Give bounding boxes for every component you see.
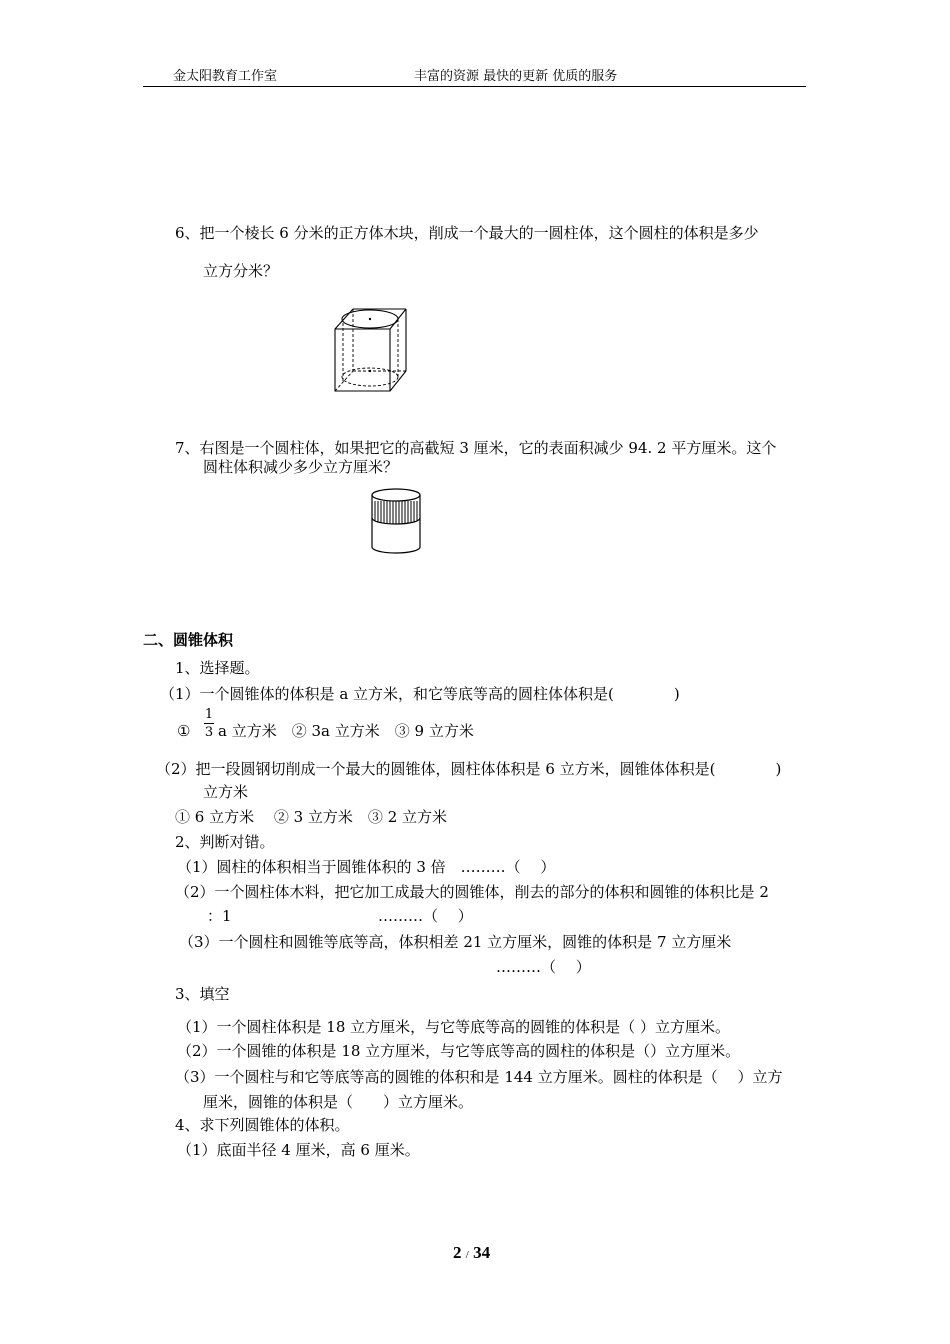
p3-title: 3、填空 — [175, 985, 230, 1003]
p3-f3-line1: （3）一个圆柱与和它等底等高的圆锥的体积和是 144 立方厘米。圆柱的体积是（ ）立方 — [175, 1068, 783, 1086]
section2-title: 二、圆锥体积 — [143, 631, 234, 649]
p2-s2-line2-blank: ………（ ） — [378, 907, 473, 925]
p1-q2-line1: （2）把一段圆钢切削成一个最大的圆锥体，圆柱体体积是 6 立方米，圆锥体体积是( ) — [156, 760, 782, 778]
p2-s3-line2: ………（ ） — [496, 958, 591, 976]
p1-title: 1、选择题。 — [175, 659, 260, 677]
one-third-fraction — [203, 708, 215, 739]
p1-q1: （1）一个圆锥体的体积是 a 立方米，和它等底等高的圆柱体体积是( ) — [160, 685, 680, 703]
p4-title: 4、求下列圆锥体的体积。 — [175, 1116, 350, 1134]
p1-q2-line2: 立方米 — [203, 783, 249, 801]
p2-s2-line2-ratio: ：1 — [207, 907, 232, 925]
header-rule — [143, 86, 806, 87]
p1-q2-options: ① 6 立方米 ② 3 立方米 ③ 2 立方米 — [175, 808, 448, 826]
p3-f3-line2: 厘米，圆锥的体积是（ ）立方厘米。 — [203, 1093, 474, 1111]
q7-line1: 7、右图是一个圆柱体，如果把它的高截短 3 厘米，它的表面积减少 94. 2 平方厘米。这个 — [175, 439, 777, 457]
page-number — [453, 1243, 490, 1263]
p2-s2-line1: （2）一个圆柱体木料，把它加工成最大的圆锥体，削去的部分的体积和圆锥的体积比是 2 — [175, 883, 769, 901]
fraction-denominator: 3 — [204, 725, 214, 740]
page-separator: / — [465, 1249, 469, 1261]
cube-cylinder-figure — [330, 303, 410, 395]
q7-line2: 圆柱体积减少多少立方厘米？ — [203, 458, 399, 476]
p2-s1: （1）圆柱的体积相当于圆锥体积的 3 倍 ………（ ） — [177, 858, 556, 876]
p3-f1: （1）一个圆柱体积是 18 立方厘米，与它等底等高的圆锥的体积是（ ）立方厘米。 — [177, 1018, 730, 1036]
p2-title: 2、判断对错。 — [175, 833, 275, 851]
p1-q1-opt-a-prefix: ① — [177, 722, 191, 740]
header-right: 丰富的资源 最快的更新 优质的服务 — [414, 69, 618, 84]
p1-q1-options: a 立方米 ② 3a 立方米 ③ 9 立方米 — [218, 722, 474, 740]
p2-s3-line1: （3）一个圆柱和圆锥等底等高，体积相差 21 立方厘米，圆锥的体积是 7 立方厘米 — [179, 933, 732, 951]
header-left: 金太阳教育工作室 — [173, 69, 278, 84]
p3-f2: （2）一个圆锥的体积是 18 立方厘米，与它等底等高的圆柱的体积是（）立方厘米。 — [177, 1042, 741, 1060]
page-total: 34 — [473, 1243, 491, 1262]
p4-c1: （1）底面半径 4 厘米，高 6 厘米。 — [177, 1141, 420, 1159]
q6-line1: 6、把一个棱长 6 分米的正方体木块，削成一个最大的一圆柱体，这个圆柱的体积是多少 — [175, 224, 759, 242]
cylinder-figure — [367, 486, 425, 556]
q6-line2: 立方分米？ — [203, 262, 279, 280]
page-current: 2 — [453, 1243, 462, 1262]
fraction-numerator: 1 — [204, 707, 214, 722]
